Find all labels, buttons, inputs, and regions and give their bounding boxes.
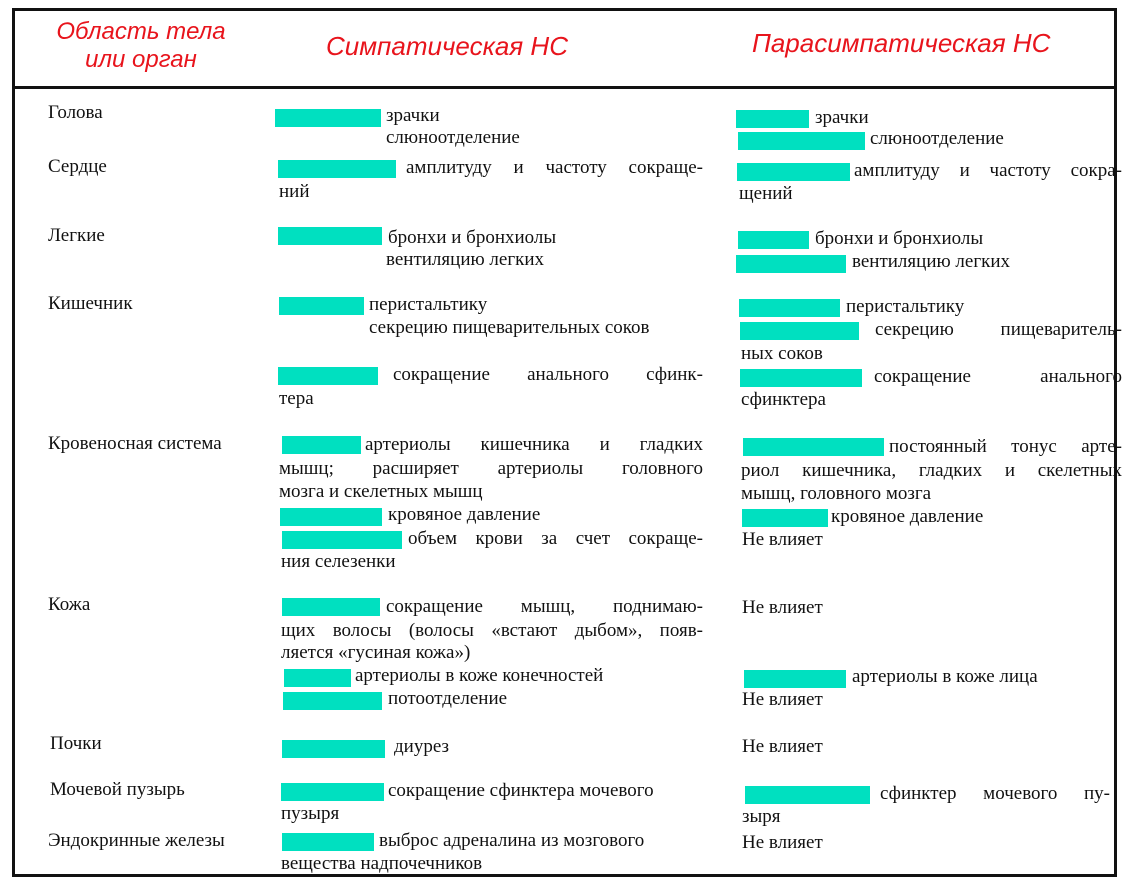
redaction-bar	[275, 109, 381, 127]
sym-intestine-4: тера	[279, 388, 314, 409]
redaction-bar	[738, 132, 865, 150]
header-organ	[36, 18, 246, 74]
header-parasympathetic: Парасимпатическая НС	[752, 28, 1051, 58]
sym-lungs-2: вентиляцию легких	[386, 249, 545, 270]
para-skin-1: Не влияет	[742, 597, 823, 618]
sym-kidneys-1: диурез	[394, 736, 450, 757]
redaction-bar	[736, 255, 846, 273]
header-sympathetic: Симпатическая НС	[326, 31, 568, 61]
sym-bladder-2: пузыря	[281, 803, 340, 824]
sym-blood-3: мозга и скелетных мышц	[279, 481, 483, 502]
sym-intestine-2: секрецию пищеварительных соков	[369, 317, 650, 338]
redaction-bar	[283, 692, 382, 710]
redaction-bar	[278, 160, 396, 178]
para-bladder-2: зыря	[742, 806, 781, 827]
sym-intestine-3: сокращение анального сфинк-	[393, 364, 703, 385]
para-head-1: зрачки	[815, 107, 869, 128]
organ-heart: Сердце	[48, 156, 107, 177]
redaction-bar	[737, 163, 850, 181]
sym-skin-3: ляется «гусиная кожа»)	[281, 642, 471, 663]
organ-lungs: Легкие	[48, 225, 105, 246]
sym-blood-5: объем крови за счет сокраще-	[408, 528, 703, 549]
redaction-bar	[740, 322, 859, 340]
sym-endocrine-1: выброс адреналина из мозгового	[379, 830, 645, 851]
redaction-bar	[279, 297, 364, 315]
redaction-bar	[745, 786, 870, 804]
para-intestine-2: секрецию пищеваритель-	[875, 319, 1122, 340]
header-organ-line2: или орган	[85, 46, 197, 73]
sym-blood-2: мышц; расширяет артериолы головного	[279, 458, 703, 479]
para-intestine-1: перистальтику	[846, 296, 965, 317]
sym-skin-1: сокращение мышц, поднимаю-	[386, 596, 703, 617]
sym-skin-5: потоотделение	[388, 688, 508, 709]
para-bladder-1: сфинктер мочевого пу-	[880, 783, 1110, 804]
sym-blood-6: ния селезенки	[281, 551, 396, 572]
redaction-bar	[282, 740, 385, 758]
redaction-bar	[742, 509, 828, 527]
redaction-bar	[739, 299, 840, 317]
para-lungs-2: вентиляцию легких	[852, 251, 1011, 272]
redaction-bar	[280, 508, 382, 526]
sym-blood-4: кровяное давление	[388, 504, 541, 525]
sym-head-2: слюноотделение	[386, 127, 520, 148]
sym-heart-1: амплитуду и частоту сокраще-	[406, 157, 703, 178]
organ-intestine: Кишечник	[48, 293, 133, 314]
redaction-bar	[284, 669, 351, 687]
para-blood-3: мышц, головного мозга	[741, 483, 932, 504]
para-intestine-4: сокращение анального	[874, 366, 1122, 387]
organ-endocrine: Эндокринные железы	[48, 830, 225, 851]
redaction-bar	[281, 783, 384, 801]
redaction-bar	[743, 438, 884, 456]
redaction-bar	[282, 833, 374, 851]
organ-kidneys: Почки	[50, 733, 102, 754]
redaction-bar	[738, 231, 809, 249]
redaction-bar	[740, 369, 862, 387]
para-blood-1: постоянный тонус арте-	[889, 436, 1122, 457]
organ-skin: Кожа	[48, 594, 91, 615]
sym-endocrine-2: вещества надпочечников	[281, 853, 483, 874]
para-intestine-3: ных соков	[741, 343, 823, 364]
redaction-bar	[282, 531, 402, 549]
para-head-2: слюноотделение	[870, 128, 1004, 149]
organ-head: Голова	[48, 102, 103, 123]
redaction-bar	[282, 436, 361, 454]
header-divider	[12, 86, 1117, 89]
redaction-bar	[736, 110, 809, 128]
redaction-bar	[744, 670, 846, 688]
para-lungs-1: бронхи и бронхиолы	[815, 228, 984, 249]
sym-bladder-1: сокращение сфинктера мочевого	[388, 780, 654, 801]
organ-blood: Кровеносная система	[48, 433, 222, 454]
redaction-bar	[278, 367, 378, 385]
para-blood-5: Не влияет	[742, 529, 823, 550]
redaction-bar	[282, 598, 380, 616]
para-endocrine-1: Не влияет	[742, 832, 823, 853]
sym-lungs-1: бронхи и бронхиолы	[388, 227, 557, 248]
para-blood-4: кровяное давление	[831, 506, 984, 527]
sym-blood-1: артериолы кишечника и гладких	[365, 434, 703, 455]
redaction-bar	[278, 227, 382, 245]
para-intestine-5: сфинктера	[741, 389, 826, 410]
sym-heart-2: ний	[279, 181, 310, 202]
sym-skin-4: артериолы в коже конечностей	[355, 665, 604, 686]
organ-bladder: Мочевой пузырь	[50, 779, 185, 800]
header-organ-line1: Область тела	[56, 18, 226, 45]
sym-skin-2: щих волосы (волосы «встают дыбом», появ-	[281, 620, 703, 641]
para-skin-3: Не влияет	[742, 689, 823, 710]
sym-head-1: зрачки	[386, 105, 440, 126]
para-skin-2: артериолы в коже лица	[852, 666, 1038, 687]
para-kidneys-1: Не влияет	[742, 736, 823, 757]
para-blood-2: риол кишечника, гладких и скелетных	[741, 460, 1122, 481]
sym-intestine-1: перистальтику	[369, 294, 488, 315]
para-heart-2: щений	[739, 183, 793, 204]
para-heart-1: амплитуду и частоту сокра-	[854, 160, 1122, 181]
